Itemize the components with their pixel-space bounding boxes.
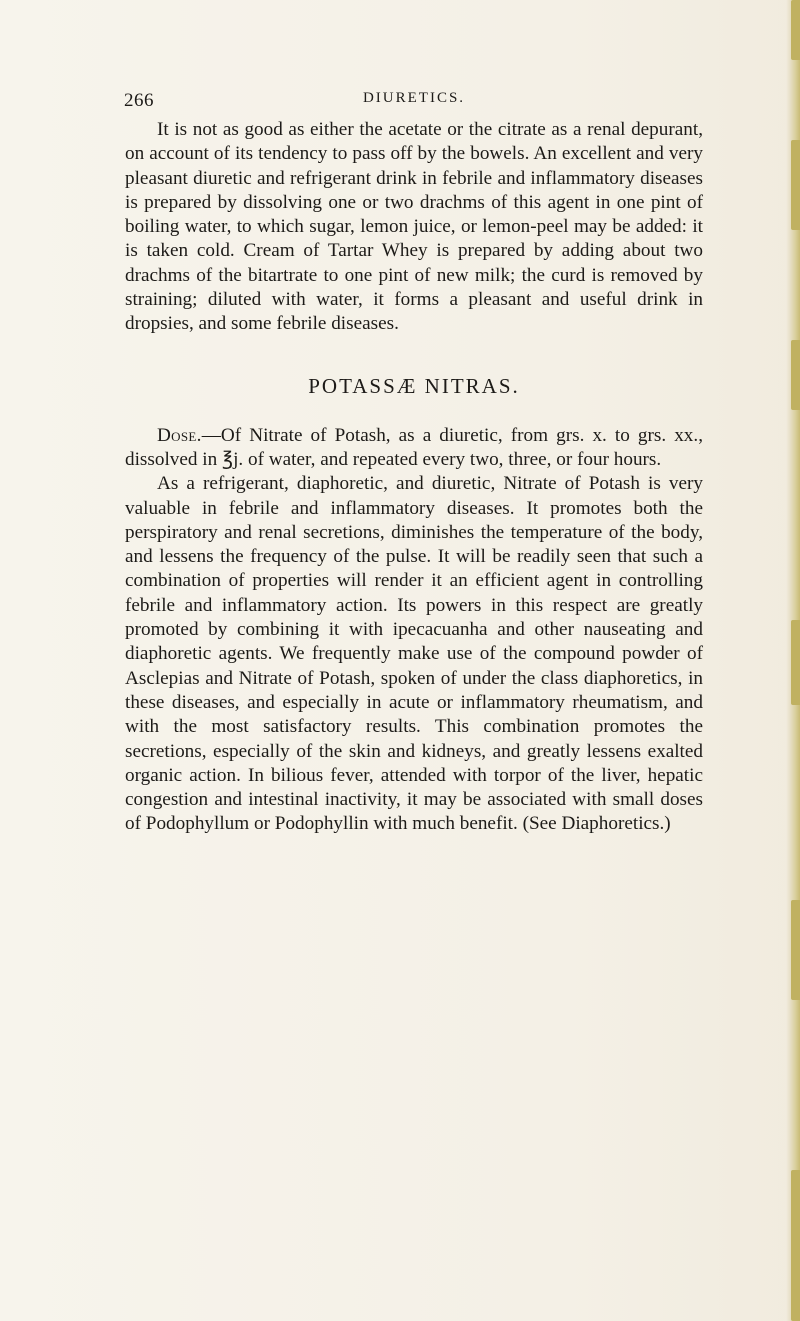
section-heading: POTASSÆ NITRAS. bbox=[308, 373, 520, 398]
body-paragraph: As a refrigerant, diaphoretic, and diuretic, Nitrate of Potash is very valuable in febrile and inflammatory diseases. It promotes both the perspiratory and renal secretions, diminishes the temperature of the body, and lessens the frequency of the pulse. It will be readily seen that such a combination of properties will render it an efficient agent in controlling febrile and inflammatory action. Its powers in this respect are greatly promoted by combining it with ipecacuanha and other nauseating and diaphoretic agents. We frequently make use of the compound powder of Asclepias and Nitrate of Potash, spoken of under the class diaphoretics, in these diseases, and especially in acute or inflammatory rheumatism, and with the most satisfactory results. This combination promotes the secretions, especially of the skin and kidneys, and greatly lessens exalted organic action. In bilious fever, attended with torpor of the liver, hepatic congestion and intestinal inactivity, it may be associated with small doses of Podophyllum or Podophyllin with much benefit. (See Diaphoretics.) bbox=[125, 473, 703, 835]
page-edge bbox=[786, 0, 800, 1321]
dose-paragraph bbox=[125, 424, 703, 473]
page-body bbox=[125, 118, 703, 837]
page-edge-mark bbox=[791, 620, 800, 705]
intro-paragraph: It is not as good as either the acetate or the citrate as a renal depurant, on account of its tendency to pass off by the bowels. An excellent and very pleasant diuretic and refrigerant drink in febrile and inflammatory diseases is prepared by dissolving one or two drachms of this agent in one pint of boiling water, to which sugar, lemon juice, or lemon-peel may be added: it is taken cold. Cream of Tartar Whey is prepared by adding about two drachms of the bitartrate to one pint of new milk; the curd is removed by straining; diluted with water, it forms a pleasant and useful drink in dropsies, and some febrile diseases. bbox=[125, 119, 703, 335]
page-edge-mark bbox=[791, 140, 800, 230]
page-number: 266 bbox=[124, 90, 154, 111]
dose-text: —Of Nitrate of Potash, as a diuretic, from grs. x. to grs. xx., dissolved in ℥j. of water, and repeated every two, three, or four hours. bbox=[125, 424, 703, 470]
page-header bbox=[124, 90, 704, 118]
running-head: DIURETICS. bbox=[362, 90, 466, 106]
page-edge-mark bbox=[791, 340, 800, 410]
page-edge-mark bbox=[791, 1170, 800, 1321]
page-edge-mark bbox=[791, 0, 800, 60]
page-edge-mark bbox=[791, 900, 800, 1000]
dose-label: Dose. bbox=[157, 424, 202, 446]
